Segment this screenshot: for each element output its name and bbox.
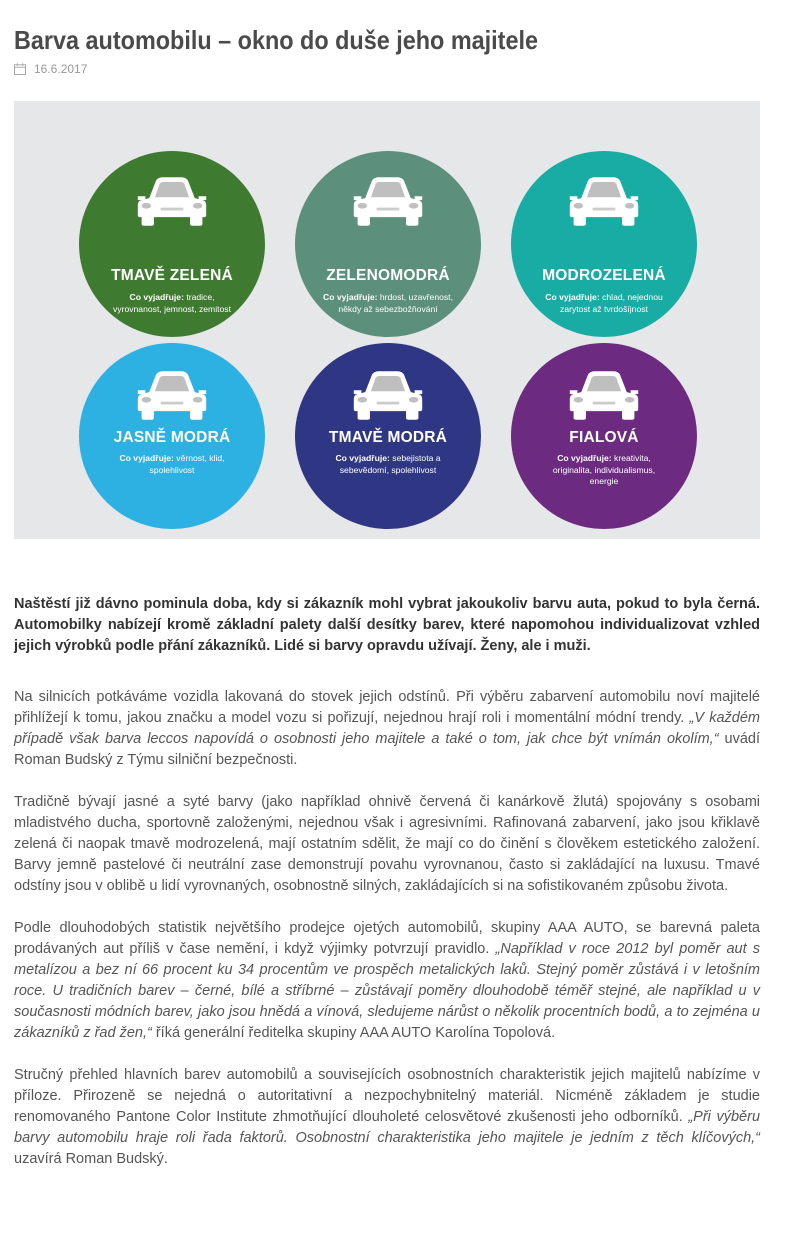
color-name: ZELENOMODRÁ — [326, 267, 450, 284]
color-name: FIALOVÁ — [569, 429, 639, 446]
car-icon — [134, 171, 210, 231]
color-circle — [79, 151, 265, 337]
car-icon — [134, 365, 210, 425]
post-date: 16.6.2017 — [34, 62, 88, 76]
car-icon — [350, 171, 426, 231]
color-description — [534, 292, 674, 315]
quote: „Například v roce 2012 byl poměr aut s metalízou a bez ní 66 procent ku 34 procentům ve prospěch metalických laků. Stejný poměr zůstává i v letošním roce. U tradičních barev – černé, bílé a stříbrné – zůstávají poměry dlouhodobě téměř stejné, ale například u v současnosti módních barev, jako jsou hnědá a vínová, sledujeme nárůst o několik procentních bodů, a to zejména u zákazníků z řad žen,“ — [14, 941, 760, 1041]
desc-text: chlad, nejednou zarytost až tvrdošíjnost — [560, 292, 663, 314]
color-circle — [511, 343, 697, 529]
lead-paragraph: Naštěstí již dávno pominula doba, kdy si zákazník mohl vybrat jakoukoliv barvu auta, pokud to byla černá. Automobilky nabízejí kromě základní palety další desítky barev, které napomohou individualizovat vzhled jejich výrobků podle přání zákazníků. Lidé si barvy opravdu užívají. Ženy, ale i muži. — [14, 596, 760, 654]
color-description — [539, 453, 669, 488]
body-paragraph — [14, 687, 760, 771]
text: Stručný přehled hlavních barev automobilů a souvisejících osobnostních charakteristik jejich majitelů nabízíme v příloze. Přirozeně se nejedná o autoritativní a nezpochybnitelný materiál. Nicméně základem je studie renomovaného Pantone Color Institute zhmotňující dlouholeté celosvětové zkušenosti jeho odborníků. — [14, 1067, 760, 1125]
desc-label: Co vyjadřuje: — [323, 292, 378, 302]
body-paragraph — [14, 1065, 760, 1170]
desc-text: kreativita, originalita, individualismus, energie — [552, 453, 656, 486]
color-description — [318, 292, 458, 315]
car-icon — [566, 171, 642, 231]
car-icon — [566, 365, 642, 425]
color-description — [110, 453, 235, 476]
desc-text: sebejistota a sebevědomí, spolehlivost — [339, 453, 441, 475]
desc-label: Co vyjadřuje: — [545, 292, 600, 302]
quote: „V každém případě však barva leccos napovídá o osobnosti jeho majitele a také o tom, jak chce být vnímán okolím,“ — [14, 710, 760, 747]
body-paragraph — [14, 918, 760, 1044]
color-name: TMAVĚ MODRÁ — [328, 429, 448, 446]
color-name: MODROZELENÁ — [542, 267, 666, 284]
color-description — [323, 453, 453, 476]
color-circle — [295, 343, 481, 529]
color-circle — [511, 151, 697, 337]
article-title: Barva automobilu – okno do duše jeho majitele — [14, 25, 539, 55]
text: uzavírá Roman Budský. — [14, 1151, 168, 1167]
calendar-icon — [14, 63, 26, 75]
desc-text: věrnost, klid, spolehlivost — [149, 453, 225, 475]
text: uvádí Roman Budský z Týmu silniční bezpečnosti. — [14, 731, 760, 768]
body-paragraph: Tradičně bývají jasné a syté barvy (jako například ohnivě červená či kanárkově žlutá) spojovány s osobami mladistvého ducha, sportovně založenými, nejednou však i agresivními. Rafinovaná zabarvení, jako jsou křiklavě zelená či naopak tmavě modrozelená, mají ostatním sdělit, že mají co do činění s člověkem estetického založení. Barvy jemně pastelové či neutrální zase demonstrují povahu vyrovnanou, často si zakládající na luxusu. Tmavé odstíny jsou v oblibě u lidí vyrovnaných, osobnostně silných, zakládajících si na sofistikovaném způsobu života. — [14, 794, 760, 894]
post-meta — [14, 61, 87, 77]
desc-label: Co vyjadřuje: — [129, 292, 184, 302]
desc-text: tradice, vyrovnanost, jemnost, zemitost — [113, 292, 231, 314]
text: říká generální ředitelka skupiny AAA AUTO Karolína Topolová. — [151, 1025, 556, 1041]
color-name: JASNĚ MODRÁ — [113, 429, 231, 446]
car-color-infographic — [14, 101, 760, 539]
text: Podle dlouhodobých statistik největšího prodejce ojetých automobilů, skupiny AAA AUTO, se barevná paleta prodávaných aut příliš v čase nemění, i když výjimky potvrzují pravidlo. — [14, 920, 760, 957]
text: Na silnicích potkáváme vozidla lakovaná do stovek jejich odstínů. Při výběru zabarvení automobilu noví majitelé přihlížejí k tomu, jakou značku a model vozu si pořizují, nejednou hrají roli i momentální módní trendy. — [14, 689, 760, 726]
color-circle — [79, 343, 265, 529]
desc-label: Co vyjadřuje: — [335, 453, 390, 463]
color-description — [112, 292, 232, 315]
color-name: TMAVĚ ZELENÁ — [111, 267, 233, 284]
desc-label: Co vyjadřuje: — [119, 453, 174, 463]
desc-label: Co vyjadřuje: — [557, 453, 612, 463]
car-icon — [350, 365, 426, 425]
color-circle — [295, 151, 481, 337]
desc-text: hrdost, uzavřenost, někdy až sebezbožňování — [338, 292, 453, 314]
quote: „Při výběru barvy automobilu hraje roli řada faktorů. Osobnostní charakteristika jeho majitele je jedním z těch klíčových,“ — [14, 1109, 761, 1146]
article-body — [14, 594, 760, 1191]
